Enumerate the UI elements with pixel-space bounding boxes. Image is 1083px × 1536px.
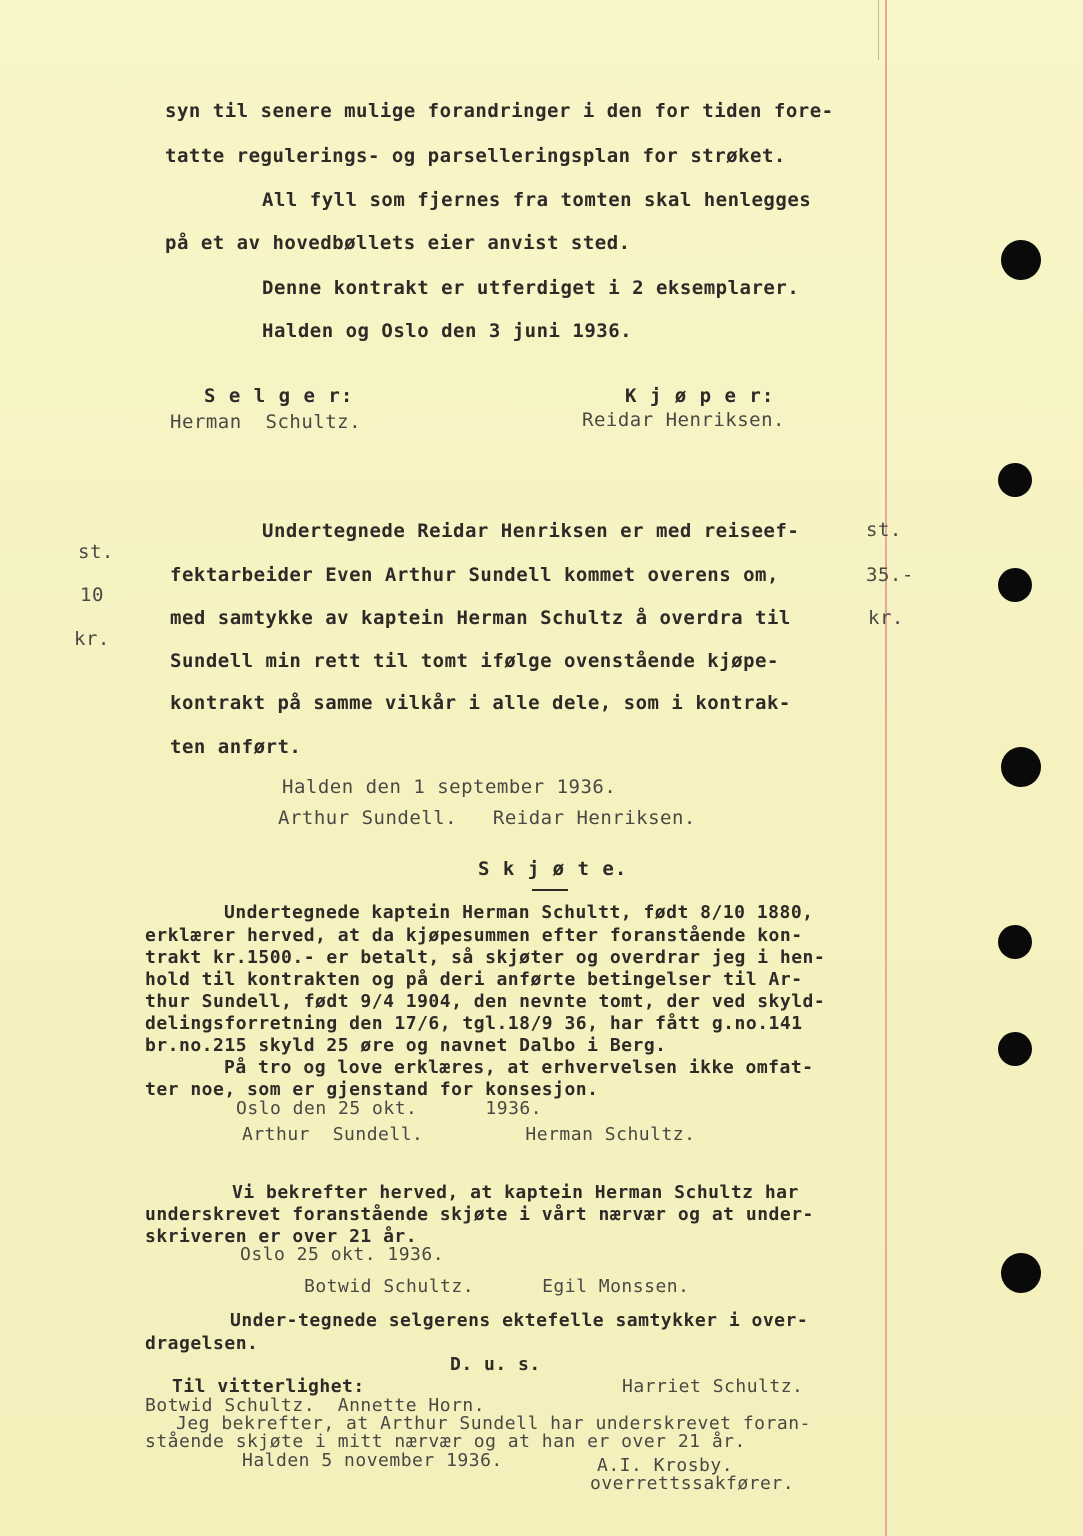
text-line: trakt kr.1500.- er betalt, så skjøter og overdrar jeg i hen-: [145, 947, 826, 968]
text-line: Til vitterlighet:: [172, 1376, 365, 1397]
margin-note: st.: [866, 519, 902, 541]
text-line: hold til kontrakten og på deri anførte betingelser til Ar-: [145, 969, 803, 990]
binder-hole-icon: [1001, 240, 1041, 280]
text-line: Undertegnede Reidar Henriksen er med reiseef-: [262, 520, 800, 542]
title-underline: [532, 889, 568, 891]
text-line: Halden 5 november 1936.: [242, 1450, 503, 1471]
text-line: Harriet Schultz.: [622, 1376, 804, 1397]
text-line: overrettssakfører.: [590, 1473, 795, 1494]
text-line: ter noe, som er gjenstand for konsesjon.: [145, 1079, 599, 1100]
text-line: underskrevet foranstående skjøte i vårt nærvær og at under-: [145, 1204, 814, 1225]
text-line: Botwid Schultz. Annette Horn.: [145, 1395, 486, 1416]
text-line: D. u. s.: [450, 1354, 541, 1375]
text-line: skriveren er over 21 år.: [145, 1226, 418, 1247]
binder-hole-icon: [998, 568, 1032, 602]
text-line: stående skjøte i mitt nærvær og at han er over 21 år.: [145, 1431, 746, 1452]
text-line: Vi bekrefter herved, at kaptein Herman Schultz har: [232, 1182, 799, 1203]
text-line: På tro og love erklæres, at erhvervelsen ikke omfat-: [224, 1057, 814, 1078]
buyer-title: K j ø p e r:: [625, 385, 775, 407]
margin-note: st.: [78, 541, 114, 563]
binder-hole-icon: [1001, 747, 1041, 787]
binder-hole-icon: [1001, 1253, 1041, 1293]
text-line: tatte regulerings- og parselleringsplan for strøket.: [165, 145, 786, 167]
text-line: fektarbeider Even Arthur Sundell kommet overens om,: [170, 564, 779, 586]
text-line: kontrakt på samme vilkår i alle dele, som i kontrak-: [170, 692, 791, 714]
text-line: dragelsen.: [145, 1333, 259, 1354]
text-line: Arthur Sundell. Reidar Henriksen.: [278, 807, 696, 829]
margin-note: kr.: [868, 607, 904, 629]
text-line: delingsforretning den 17/6, tgl.18/9 36, har fått g.no.141: [145, 1013, 803, 1034]
text-line: Arthur Sundell. Herman Schultz.: [242, 1124, 696, 1145]
binder-hole-icon: [998, 925, 1032, 959]
seller-title: S e l g e r:: [204, 385, 354, 407]
text-line: Oslo den 25 okt. 1936.: [236, 1098, 543, 1119]
text-line: Denne kontrakt er utferdiget i 2 eksemplarer.: [262, 277, 800, 299]
margin-line-top: [878, 0, 879, 60]
text-line: Jeg bekrefter, at Arthur Sundell har underskrevet foran-: [176, 1413, 811, 1434]
text-line: thur Sundell, født 9/4 1904, den nevnte tomt, der ved skyld-: [145, 991, 826, 1012]
text-line: ten anført.: [170, 736, 302, 758]
text-line: Undertegnede kaptein Herman Schultt, født 8/10 1880,: [224, 902, 814, 923]
margin-note: kr.: [74, 628, 110, 650]
binder-hole-icon: [998, 463, 1032, 497]
text-line: All fyll som fjernes fra tomten skal henlegges: [262, 189, 812, 211]
text-line: Halden og Oslo den 3 juni 1936.: [262, 320, 633, 342]
text-line: A.I. Krosby.: [597, 1455, 734, 1476]
buyer-name: Reidar Henriksen.: [582, 409, 785, 431]
text-line: erklærer herved, at da kjøpesummen efter foranstående kon-: [145, 925, 803, 946]
text-line: Botwid Schultz. Egil Monssen.: [304, 1276, 690, 1297]
margin-note: 35.-: [866, 564, 914, 586]
text-line: Halden den 1 september 1936.: [282, 776, 617, 798]
text-line: Oslo 25 okt. 1936.: [240, 1244, 445, 1265]
text-line: Sundell min rett til tomt ifølge ovenstående kjøpe-: [170, 650, 779, 672]
margin-note: 10: [80, 584, 104, 606]
text-line: med samtykke av kaptein Herman Schultz å overdra til: [170, 607, 791, 629]
text-line: Under-tegnede selgerens ektefelle samtykker i over-: [230, 1310, 809, 1331]
margin-line: [885, 0, 887, 1536]
section-title: S k j ø t e.: [478, 858, 628, 880]
text-line: på et av hovedbøllets eier anvist sted.: [165, 232, 631, 254]
text-line: br.no.215 skyld 25 øre og navnet Dalbo i Berg.: [145, 1035, 667, 1056]
seller-name: Herman Schultz.: [170, 411, 362, 433]
binder-hole-icon: [998, 1032, 1032, 1066]
text-line: syn til senere mulige forandringer i den for tiden fore-: [165, 100, 834, 122]
